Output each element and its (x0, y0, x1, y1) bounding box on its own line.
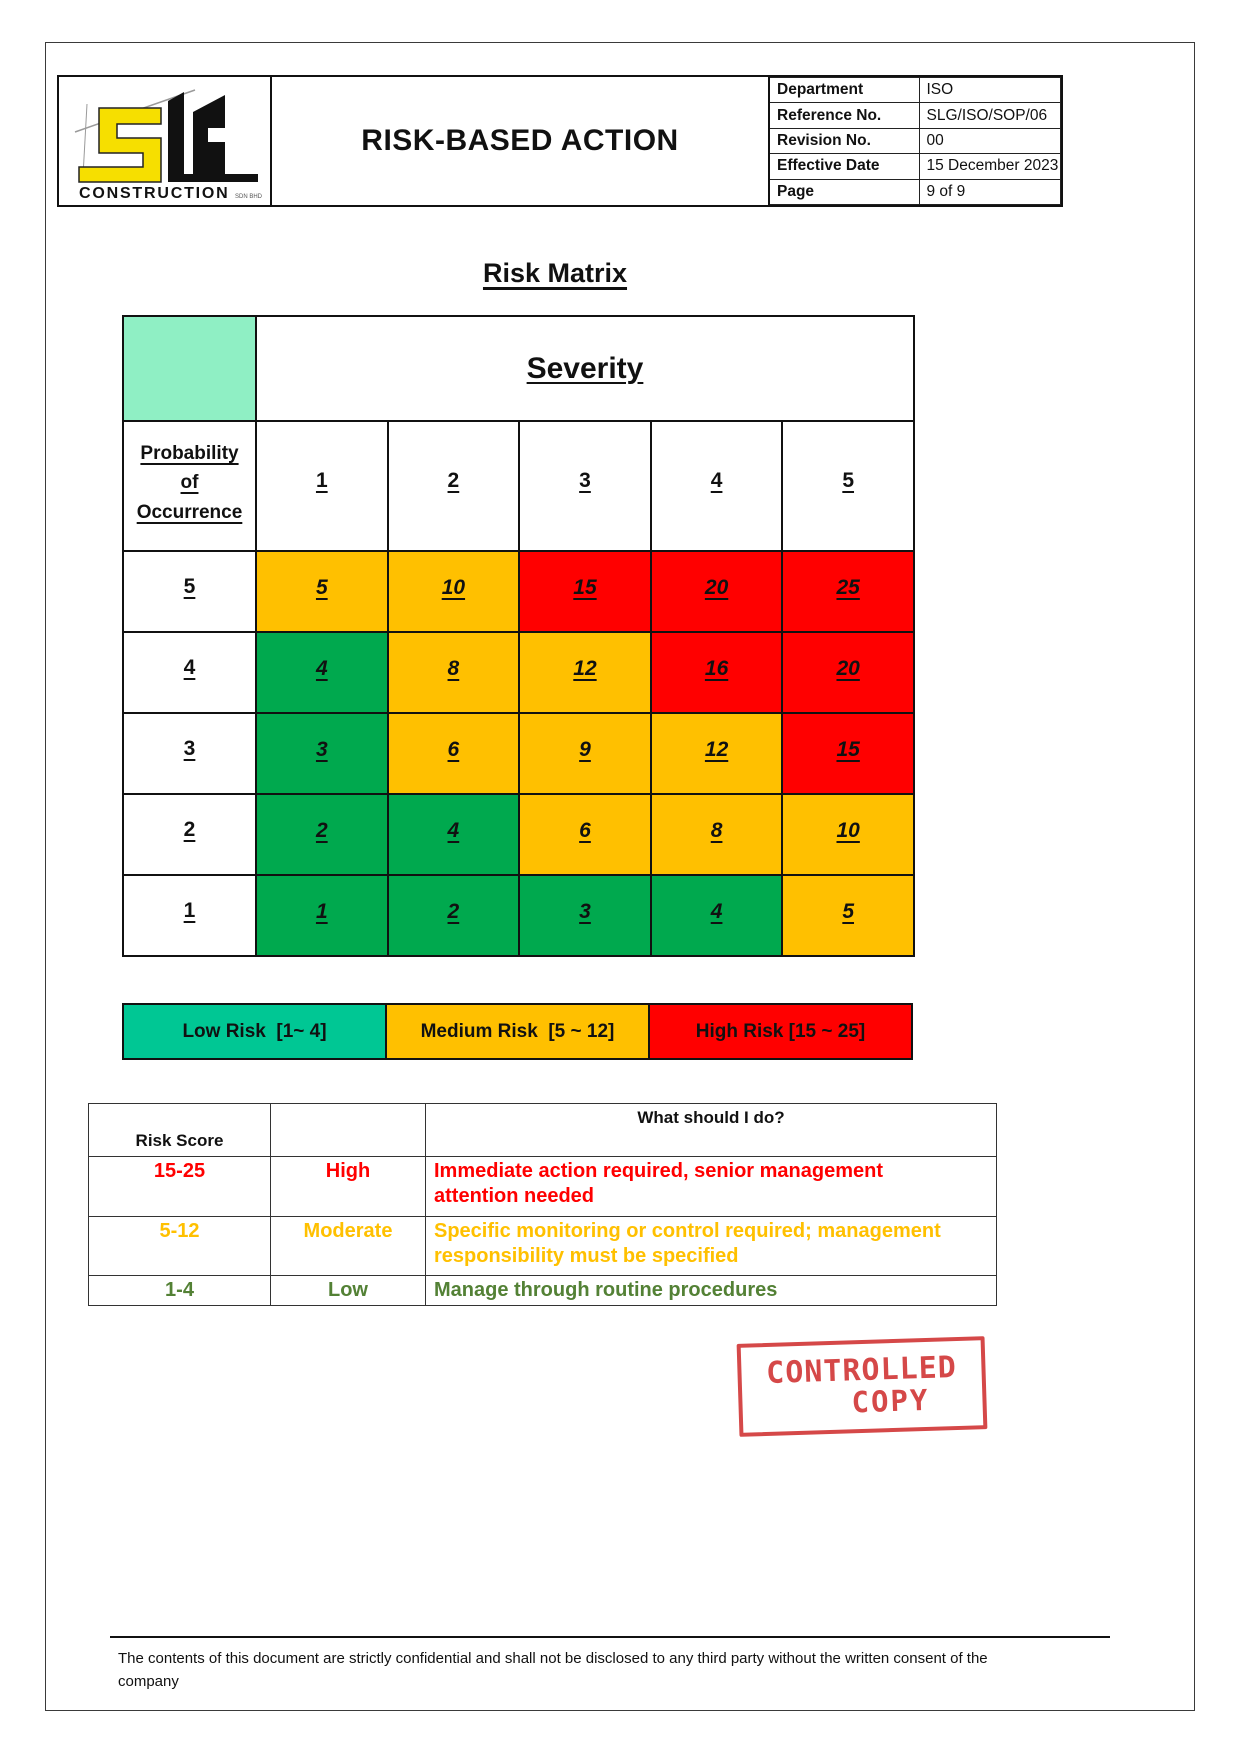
severity-level-4: 4 (651, 421, 783, 551)
matrix-cell-p4-s1: 4 (256, 632, 388, 713)
severity-level-3: 3 (519, 421, 651, 551)
matrix-cell-p1-s2: 2 (388, 875, 520, 956)
probability-level-4: 4 (123, 632, 256, 713)
document-header (57, 75, 1063, 207)
probability-header-line: of (180, 472, 199, 494)
risk-matrix-title (55, 258, 1055, 289)
action-row-low (89, 1276, 997, 1306)
info-row-page (769, 179, 1061, 204)
risk-score-value: 15-25 (89, 1157, 271, 1217)
probability-header-line: Probability (140, 442, 239, 464)
matrix-cell-p4-s3: 12 (519, 632, 651, 713)
severity-level-1: 1 (256, 421, 388, 551)
matrix-cell-p5-s3: 15 (519, 551, 651, 632)
confidentiality-note-line: company (118, 1672, 179, 1690)
stamp-line-1: CONTROLLED (765, 1350, 958, 1392)
action-row-high (89, 1157, 997, 1217)
risk-level-value: Moderate (271, 1217, 426, 1276)
matrix-cell-p3-s4: 12 (651, 713, 783, 794)
info-label: Page (769, 179, 919, 204)
risk-action-text (426, 1276, 997, 1306)
risk-score-header: Risk Score (89, 1104, 271, 1157)
matrix-cell-p5-s2: 10 (388, 551, 520, 632)
matrix-cell-p2-s3: 6 (519, 794, 651, 875)
info-value: 15 December 2023 (919, 154, 1061, 179)
risk-level-header-empty (271, 1104, 426, 1157)
info-row-effective-date (769, 154, 1061, 179)
matrix-row-p1 (123, 875, 914, 956)
risk-action-text (426, 1157, 997, 1217)
action-line: Manage through routine procedures (434, 1279, 778, 1301)
logo-suffix-text: SDN BHD (234, 194, 262, 200)
info-label: Department (769, 78, 919, 103)
info-row-revision (769, 128, 1061, 153)
matrix-cell-p2-s4: 8 (651, 794, 783, 875)
action-row-moderate (89, 1217, 997, 1276)
matrix-cell-p1-s3: 3 (519, 875, 651, 956)
matrix-row-p5 (123, 551, 914, 632)
matrix-cell-p1-s4: 4 (651, 875, 783, 956)
matrix-corner-cell (123, 316, 256, 421)
severity-header: Severity (256, 316, 914, 421)
company-logo (59, 77, 272, 205)
risk-action-table (88, 1103, 997, 1306)
risk-legend (122, 1003, 913, 1060)
risk-matrix-title-text: Risk Matrix (482, 258, 628, 288)
info-value: SLG/ISO/SOP/06 (919, 103, 1061, 128)
matrix-cell-p4-s2: 8 (388, 632, 520, 713)
info-row-reference (769, 103, 1061, 128)
matrix-cell-p3-s1: 3 (256, 713, 388, 794)
info-value: 00 (919, 128, 1061, 153)
footer-divider (110, 1636, 1110, 1638)
risk-score-value: 1-4 (89, 1276, 271, 1306)
risk-level-value: High (271, 1157, 426, 1217)
probability-header-line: Occurrence (136, 501, 243, 523)
probability-level-5: 5 (123, 551, 256, 632)
matrix-row-p3 (123, 713, 914, 794)
legend-medium-risk: Medium Risk [5 ~ 12] (385, 1005, 648, 1058)
document-title: RISK-BASED ACTION (361, 124, 679, 157)
action-line: attention needed (434, 1185, 595, 1207)
matrix-cell-p5-s4: 20 (651, 551, 783, 632)
matrix-cell-p4-s4: 16 (651, 632, 783, 713)
what-should-i-do-header: What should I do? (426, 1104, 997, 1157)
confidentiality-note (118, 1648, 1098, 1693)
slg-logo-icon (67, 78, 263, 204)
info-label: Revision No. (769, 128, 919, 153)
info-value: 9 of 9 (919, 179, 1061, 204)
logo-brand-text: CONSTRUCTION (78, 185, 229, 202)
severity-level-2: 2 (388, 421, 520, 551)
action-line: Specific monitoring or control required; management (434, 1220, 941, 1242)
probability-header (123, 421, 256, 551)
matrix-cell-p3-s2: 6 (388, 713, 520, 794)
matrix-row-p2 (123, 794, 914, 875)
severity-level-5: 5 (782, 421, 914, 551)
risk-matrix-table (122, 315, 915, 957)
legend-low-risk: Low Risk [1~ 4] (124, 1005, 385, 1058)
risk-score-value: 5-12 (89, 1217, 271, 1276)
stamp-line-2: COPY (851, 1382, 930, 1420)
info-label: Reference No. (769, 103, 919, 128)
matrix-cell-p2-s2: 4 (388, 794, 520, 875)
document-info-table (768, 77, 1061, 205)
matrix-cell-p1-s5: 5 (782, 875, 914, 956)
matrix-row-p4 (123, 632, 914, 713)
action-line: Immediate action required, senior management (434, 1160, 884, 1182)
matrix-cell-p4-s5: 20 (782, 632, 914, 713)
risk-level-value: Low (271, 1276, 426, 1306)
legend-high-risk: High Risk [15 ~ 25] (648, 1005, 911, 1058)
probability-level-2: 2 (123, 794, 256, 875)
probability-level-1: 1 (123, 875, 256, 956)
action-line: responsibility must be specified (434, 1245, 739, 1267)
info-label: Effective Date (769, 154, 919, 179)
matrix-cell-p3-s5: 15 (782, 713, 914, 794)
controlled-copy-stamp (737, 1336, 988, 1437)
risk-action-text (426, 1217, 997, 1276)
matrix-cell-p3-s3: 9 (519, 713, 651, 794)
matrix-cell-p1-s1: 1 (256, 875, 388, 956)
action-table-header (89, 1104, 997, 1157)
info-value: ISO (919, 78, 1061, 103)
info-row-department (769, 78, 1061, 103)
probability-level-3: 3 (123, 713, 256, 794)
matrix-cell-p2-s1: 2 (256, 794, 388, 875)
matrix-cell-p2-s5: 10 (782, 794, 914, 875)
confidentiality-note-line: The contents of this document are strictly confidential and shall not be disclosed to any third party without the written consent of the (118, 1650, 988, 1667)
matrix-cell-p5-s1: 5 (256, 551, 388, 632)
matrix-cell-p5-s5: 25 (782, 551, 914, 632)
